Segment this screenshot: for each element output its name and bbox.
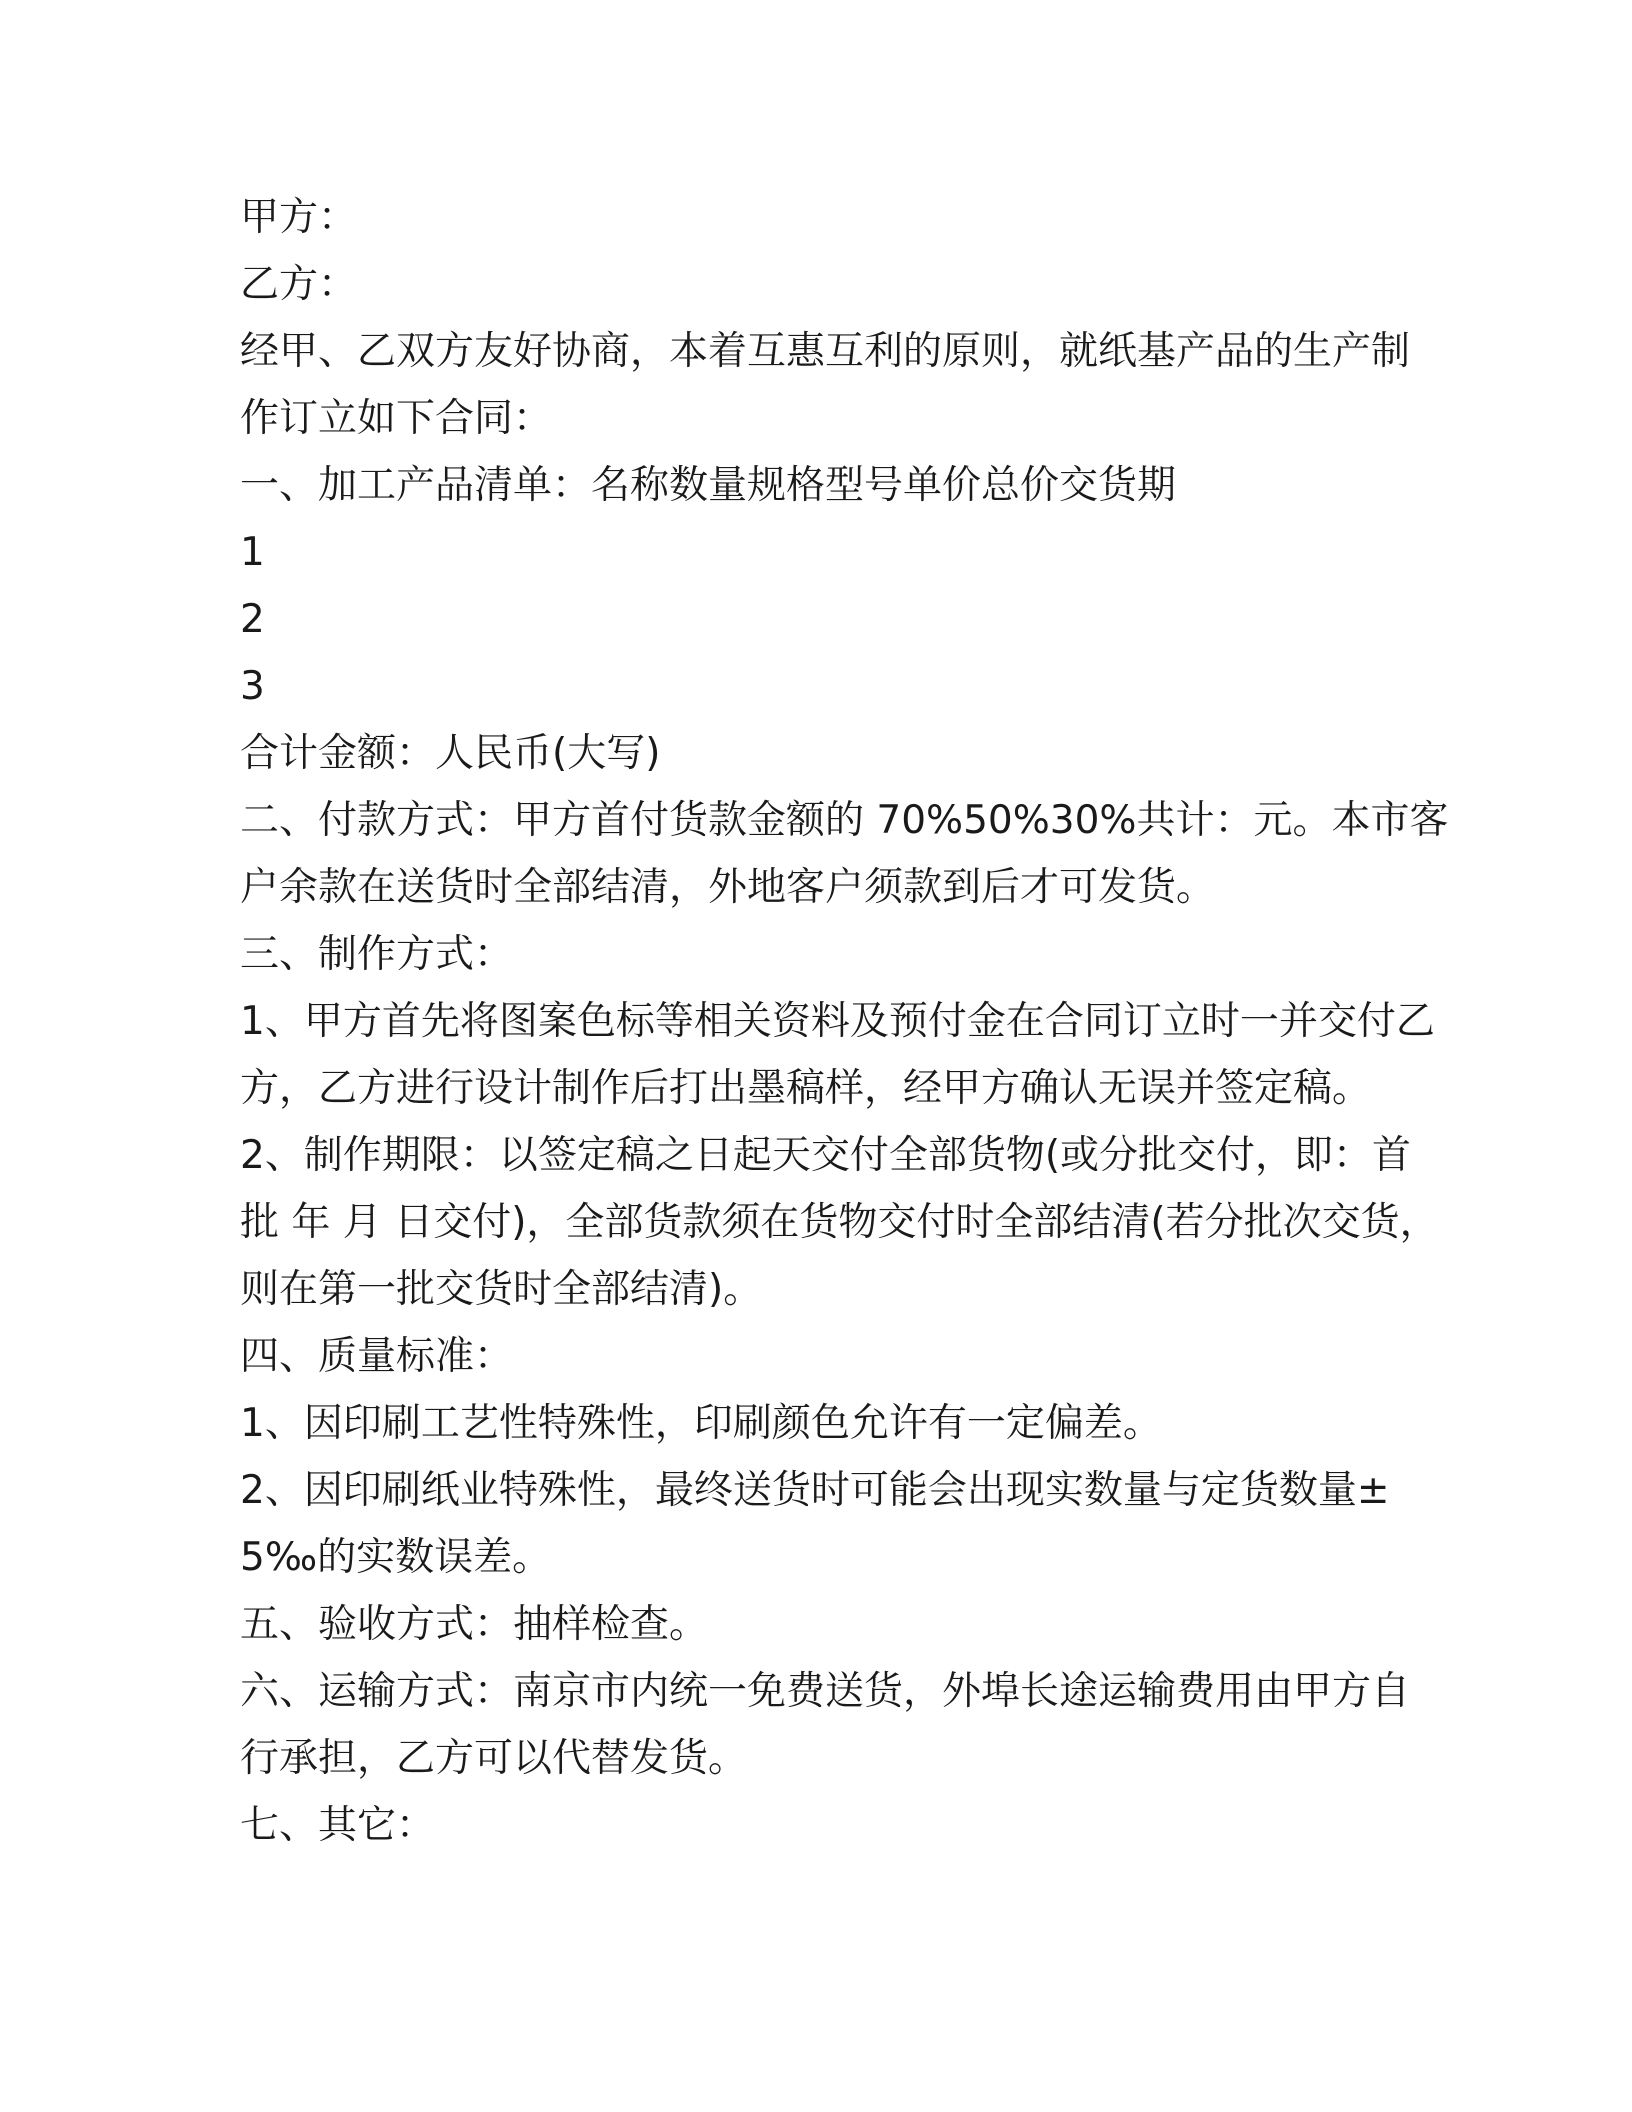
contract-body: [240, 184, 1449, 1859]
party-b-line: 乙方：: [240, 262, 358, 307]
item-number-3: 3: [240, 664, 265, 709]
item-number-1: 1: [240, 530, 265, 575]
section-3-item-1-line-2: 方，乙方进行设计制作后打出墨稿样，经甲方确认无误并签定稿。: [240, 1066, 1372, 1111]
section-3-item-1-line-1: 1、甲方首先将图案色标等相关资料及预付金在合同订立时一并交付乙: [240, 999, 1435, 1044]
section-4-item-2-line-2: 5‰的实数误差。: [240, 1535, 552, 1580]
section-7-heading: 七、其它：: [240, 1803, 436, 1848]
section-3-item-2-line-2: 批 年 月 日交付)，全部货款须在货物交付时全部结清(若分批次交货，: [240, 1200, 1439, 1245]
section-2-line-1: 二、付款方式：甲方首付货款金额的 70%50%30%共计：元。本市客: [240, 798, 1449, 843]
intro-line-2: 作订立如下合同：: [240, 396, 553, 441]
section-6-line-1: 六、运输方式：南京市内统一免费送货，外埠长途运输费用由甲方自: [240, 1669, 1411, 1714]
section-4-heading: 四、质量标准：: [240, 1334, 514, 1379]
item-number-2: 2: [240, 597, 265, 642]
total-amount-line: 合计金额：人民币(大写): [240, 731, 661, 776]
intro-line-1: 经甲、乙双方友好协商，本着互惠互利的原则，就纸基产品的生产制: [240, 329, 1411, 374]
section-3-item-2-line-3: 则在第一批交货时全部结清)。: [240, 1267, 763, 1312]
section-3-heading: 三、制作方式：: [240, 932, 514, 977]
section-3-item-2-line-1: 2、制作期限：以签定稿之日起天交付全部货物(或分批交付，即：首: [240, 1133, 1412, 1178]
section-1-heading: 一、加工产品清单：名称数量规格型号单价总价交货期: [240, 463, 1177, 508]
section-6-line-2: 行承担，乙方可以代替发货。: [240, 1736, 748, 1781]
section-2-line-2: 户余款在送货时全部结清，外地客户须款到后才可发货。: [240, 865, 1216, 910]
section-4-item-2-line-1: 2、因印刷纸业特殊性，最终送货时可能会出现实数量与定货数量±: [240, 1468, 1390, 1513]
section-4-item-1: 1、因印刷工艺性特殊性，印刷颜色允许有一定偏差。: [240, 1401, 1162, 1446]
section-5-line: 五、验收方式：抽样检查。: [240, 1602, 709, 1647]
party-a-line: 甲方：: [240, 195, 358, 240]
